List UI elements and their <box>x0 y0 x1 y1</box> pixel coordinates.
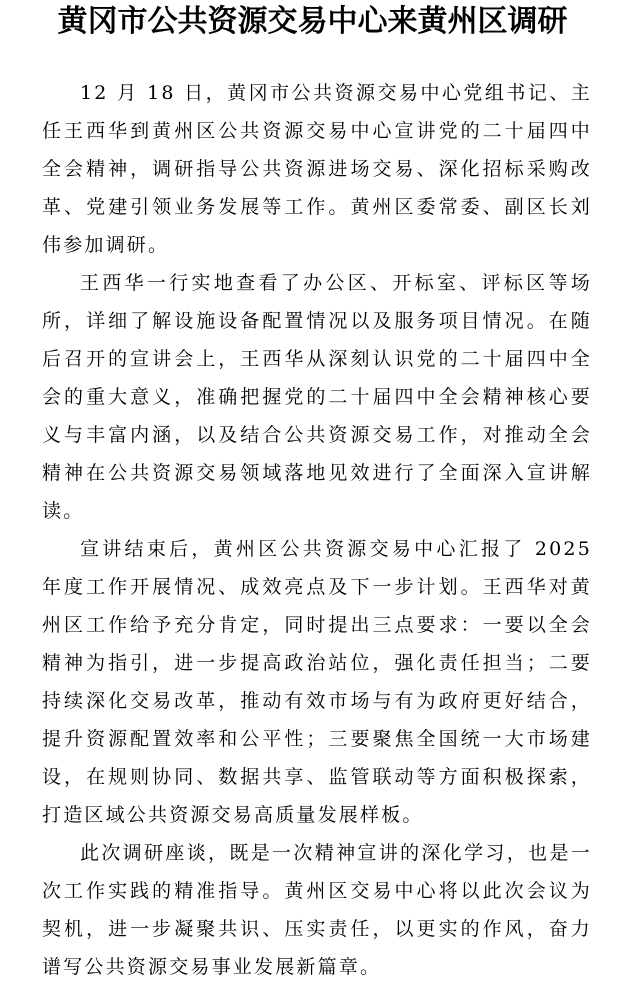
article-title: 黄冈市公共资源交易中心来黄州区调研 <box>57 4 568 39</box>
paragraph-4: 此次调研座谈，既是一次精神宣讲的深化学习，也是一次工作实践的精准指导。黄州区交易中心将以此次会议为契机，进一步凝聚共识、压实责任，以更实的作风，奋力谱写公共资源交易事业发展新篇章。 <box>42 842 592 978</box>
paragraph-1: 12 月 18 日，黄冈市公共资源交易中心党组书记、主任王西华到黄州区公共资源交易中心宣讲党的二十届四中全会精神，调研指导公共资源进场交易、深化招标采购改革、党建引领业务发展等工作。黄州区委常委、副区长刘伟参加调研。 <box>42 82 592 256</box>
paragraph-2: 王西华一行实地查看了办公区、开标室、评标区等场所，详细了解设施设备配置情况以及服务项目情况。在随后召开的宣讲会上，王西华从深刻认识党的二十届四中全会的重大意义，准确把握党的二十届四中全会精神核心要义与丰富内涵，以及结合公共资源交易工作，对推动全会精神在公共资源交易领域落地见效进行了全面深入宣讲解读。 <box>42 272 592 522</box>
article-body <box>42 74 592 986</box>
paragraph-3: 宣讲结束后，黄州区公共资源交易中心汇报了 2025 年度工作开展情况、成效亮点及下一步计划。王西华对黄州区工作给予充分肯定，同时提出三点要求：一要以全会精神为指引，进一步提高政治站位，强化责任担当；二要持续深化交易改革，推动有效市场与有为政府更好结合，提升资源配置效率和公平性；三要聚焦全国统一大市场建设，在规则协同、数据共享、监管联动等方面积极探索，打造区域公共资源交易高质量发展样板。 <box>42 538 592 826</box>
